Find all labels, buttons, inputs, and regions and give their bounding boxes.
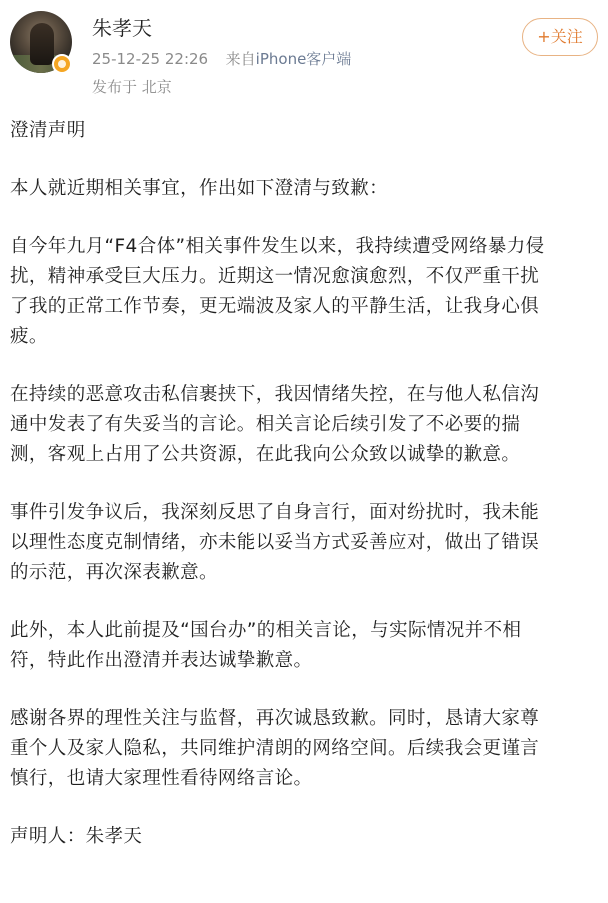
statement-signature: 声明人：朱孝天 [10, 826, 143, 847]
paragraph-line: 的示范，再次深表歉意。 [10, 562, 218, 583]
post-content [10, 108, 602, 852]
paragraph-line: 扰，精神承受巨大压力。近期这一情况愈演愈烈，不仅严重干扰 [10, 266, 540, 287]
statement-intro: 本人就近期相关事宜，作出如下澄清与致歉： [10, 178, 389, 199]
post-timestamp: 25-12-25 22:26 [92, 50, 209, 68]
post-header [0, 0, 608, 110]
paragraph-line: 自今年九月“F4合体”相关事件发生以来，我持续遭受网络暴力侵 [10, 236, 545, 257]
statement-paragraph-1 [10, 232, 602, 352]
paragraph-line: 符，特此作出澄清并表达诚挚歉意。 [10, 650, 313, 671]
statement-title: 澄清声明 [10, 120, 86, 141]
paragraph-line: 在持续的恶意攻击私信裹挟下，我因情绪失控，在与他人私信沟 [10, 384, 540, 405]
paragraph-line: 以理性态度克制情绪，亦未能以妥当方式妥善应对，做出了错误 [10, 532, 540, 553]
statement-paragraph-4 [10, 616, 602, 676]
paragraph-line: 此外，本人此前提及“国台办”的相关言论，与实际情况并不相 [10, 620, 522, 641]
statement-paragraph-3 [10, 498, 602, 588]
paragraph-line: 感谢各界的理性关注与监督，再次诚恳致歉。同时，恳请大家尊 [10, 708, 540, 729]
post-location: 发布于 北京 [92, 78, 172, 96]
paragraph-line: 慎行，也请大家理性看待网络言论。 [10, 768, 313, 789]
paragraph-line: 了我的正常工作节奏，更无端波及家人的平静生活，让我身心俱 [10, 296, 540, 317]
avatar-figure [30, 23, 54, 65]
verified-badge-icon [52, 54, 72, 74]
paragraph-line: 事件引发争议后，我深刻反思了自身言行，面对纷扰时，我未能 [10, 502, 540, 523]
paragraph-line: 重个人及家人隐私，共同维护清朗的网络空间。后续我会更谨言 [10, 738, 540, 759]
paragraph-line: 测，客观上占用了公共资源，在此我向公众致以诚挚的歉意。 [10, 444, 521, 465]
statement-paragraph-5 [10, 704, 602, 794]
paragraph-line: 通中发表了有失妥当的言论。相关言论后续引发了不必要的揣 [10, 414, 521, 435]
follow-button[interactable]: +关注 [522, 18, 598, 56]
statement-paragraph-2 [10, 380, 602, 470]
post-source[interactable]: iPhone客户端 [255, 50, 352, 68]
post-source-prefix: 来自 [225, 50, 256, 68]
post-meta [92, 48, 351, 69]
author-name[interactable]: 朱孝天 [92, 16, 152, 40]
paragraph-line: 疲。 [10, 326, 48, 347]
